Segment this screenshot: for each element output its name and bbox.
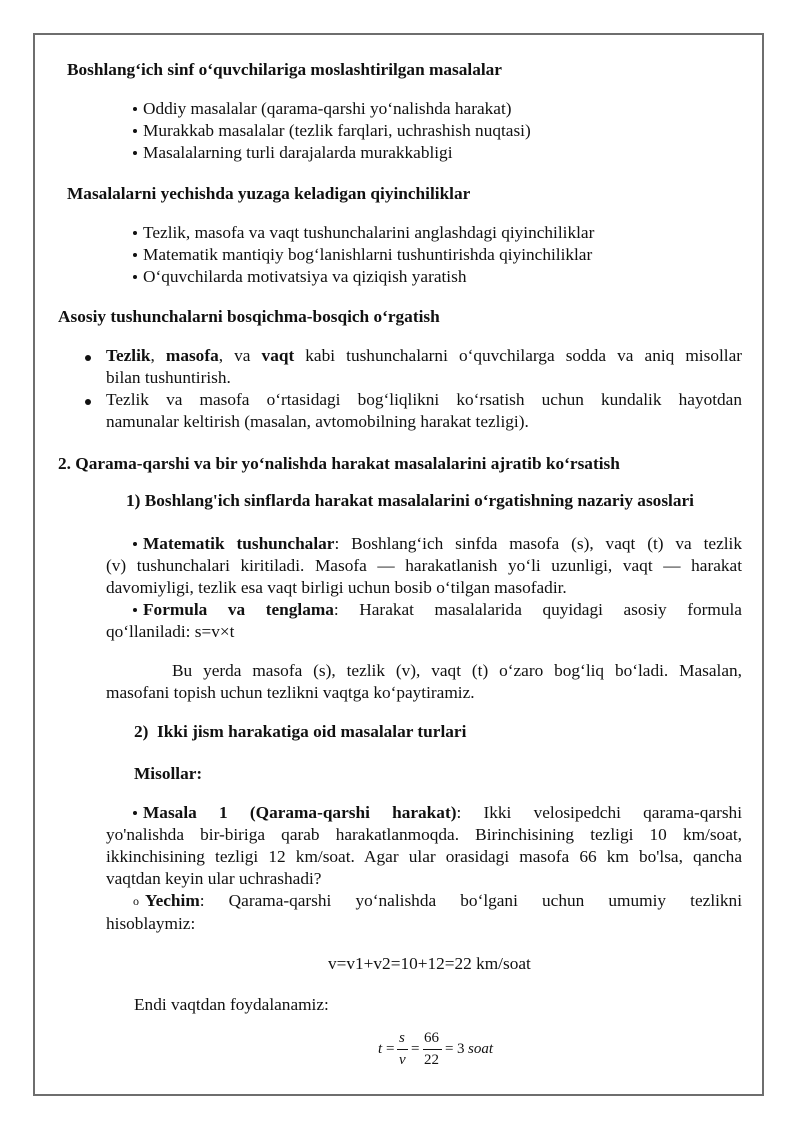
subsection-heading-theory: 1) Boshlang'ich sinflarda harakat masalalarini o‘rgatishning nazariy asoslari [126, 491, 694, 510]
list-item: Tezlik va masofa o‘rtasidagi bog‘liqlikni ko‘rsatish uchun kundalik hayotdan namunalar keltirish (masalan, avtomobilning harakat tezligi). [106, 390, 742, 431]
list-item: O‘quvchilarda motivatsiya va qiziqish yaratish [133, 266, 466, 287]
paragraph-use-time: Endi vaqtdan foydalanamiz: [134, 995, 329, 1014]
paragraph-formula: Formula va tenglama: Harakat masalalarida quyidagi asosiy formula qo‘llaniladi: s=v×t [106, 600, 742, 641]
bullet-icon [133, 129, 137, 133]
bullet-icon [133, 151, 137, 155]
list-item: Oddiy masalalar (qarama-qarshi yo‘nalishda harakat) [133, 98, 512, 119]
section-heading-adapted-problems: Boshlang‘ich sinf o‘quvchilariga moslashtirilgan masalalar [67, 60, 502, 79]
bullet-icon [133, 275, 137, 279]
fraction-bar [423, 1049, 442, 1050]
bullet-icon [133, 542, 137, 546]
section-heading-difficulties: Masalalarni yechishda yuzaga keladigan qiyinchiliklar [67, 184, 471, 203]
bullet-icon [133, 253, 137, 257]
list-item: Tezlik, masofa va vaqt tushunchalarini anglashdagi qiyinchiliklar [133, 222, 594, 243]
list-item: Tezlik, masofa, va vaqt kabi tushunchalarni o‘quvchilarga sodda va aniq misollar bilan tushuntirish. [106, 346, 743, 387]
circle-bullet-icon: o [133, 894, 139, 908]
example-problem-1: Masala 1 (Qarama-qarshi harakat): Ikki velosipedchi qarama-qarshi yo'nalishda bir-biriga qarab harakatlanmoqda. Birinchisining tezligi 10 km/soat, ikkinchisining tezligi 12 km/soat. Agar ular orasidagi masofa 66 km bo'lsa, qancha vaqtdan keyin ular uchrashadi? [106, 803, 742, 888]
list-item: Murakkab masalalar (tezlik farqlari, uchrashish nuqtasi) [133, 120, 531, 141]
list-item: Matematik mantiqiy bog‘lanishlarni tushuntirishda qiyinchiliklar [133, 244, 592, 265]
paragraph-explanation: Bu yerda masofa (s), tezlik (v), vaqt (t) o‘zaro bog‘liq bo‘ladi. Masalan, masofani topish uchun tezlikni vaqtga ko‘paytiramiz. [106, 661, 742, 702]
bullet-icon [85, 355, 91, 361]
bullet-icon [133, 811, 137, 815]
paragraph-math-concepts: Matematik tushunchalar: Boshlang‘ich sinfda masofa (s), vaqt (t) va tezlik (v) tushunchalari kiritiladi. Masofa — harakatlanish yo‘li uzunligi, vaqt — harakat davomiyligi, tezlik esa vaqt birligi uchun bosib o‘tilgan masofadir. [106, 534, 743, 597]
section-heading-motion-problems: 2. Qarama-qarshi va bir yo‘nalishda harakat masalalarini ajratib ko‘rsatish [58, 454, 620, 473]
list-item: Masalalarning turli darajalarda murakkabligi [133, 142, 453, 163]
bullet-icon [85, 399, 91, 405]
solution-paragraph: o Yechim: Qarama-qarshi yo‘nalishda bo‘lgani uchun umumiy tezlikni hisoblaymiz: [106, 891, 742, 933]
section-heading-step-by-step: Asosiy tushunchalarni bosqichma-bosqich o‘rgatish [58, 307, 440, 326]
bullet-icon [133, 608, 137, 612]
examples-label: Misollar: [134, 764, 203, 783]
bullet-icon [133, 107, 137, 111]
bullet-icon [133, 231, 137, 235]
equation-total-speed: v=v1+v2=10+12=22 km/soat [328, 954, 531, 973]
subsection-heading-problem-types: 2) Ikki jism harakatiga oid masalalar turlari [134, 722, 467, 741]
fraction-bar [397, 1049, 408, 1050]
